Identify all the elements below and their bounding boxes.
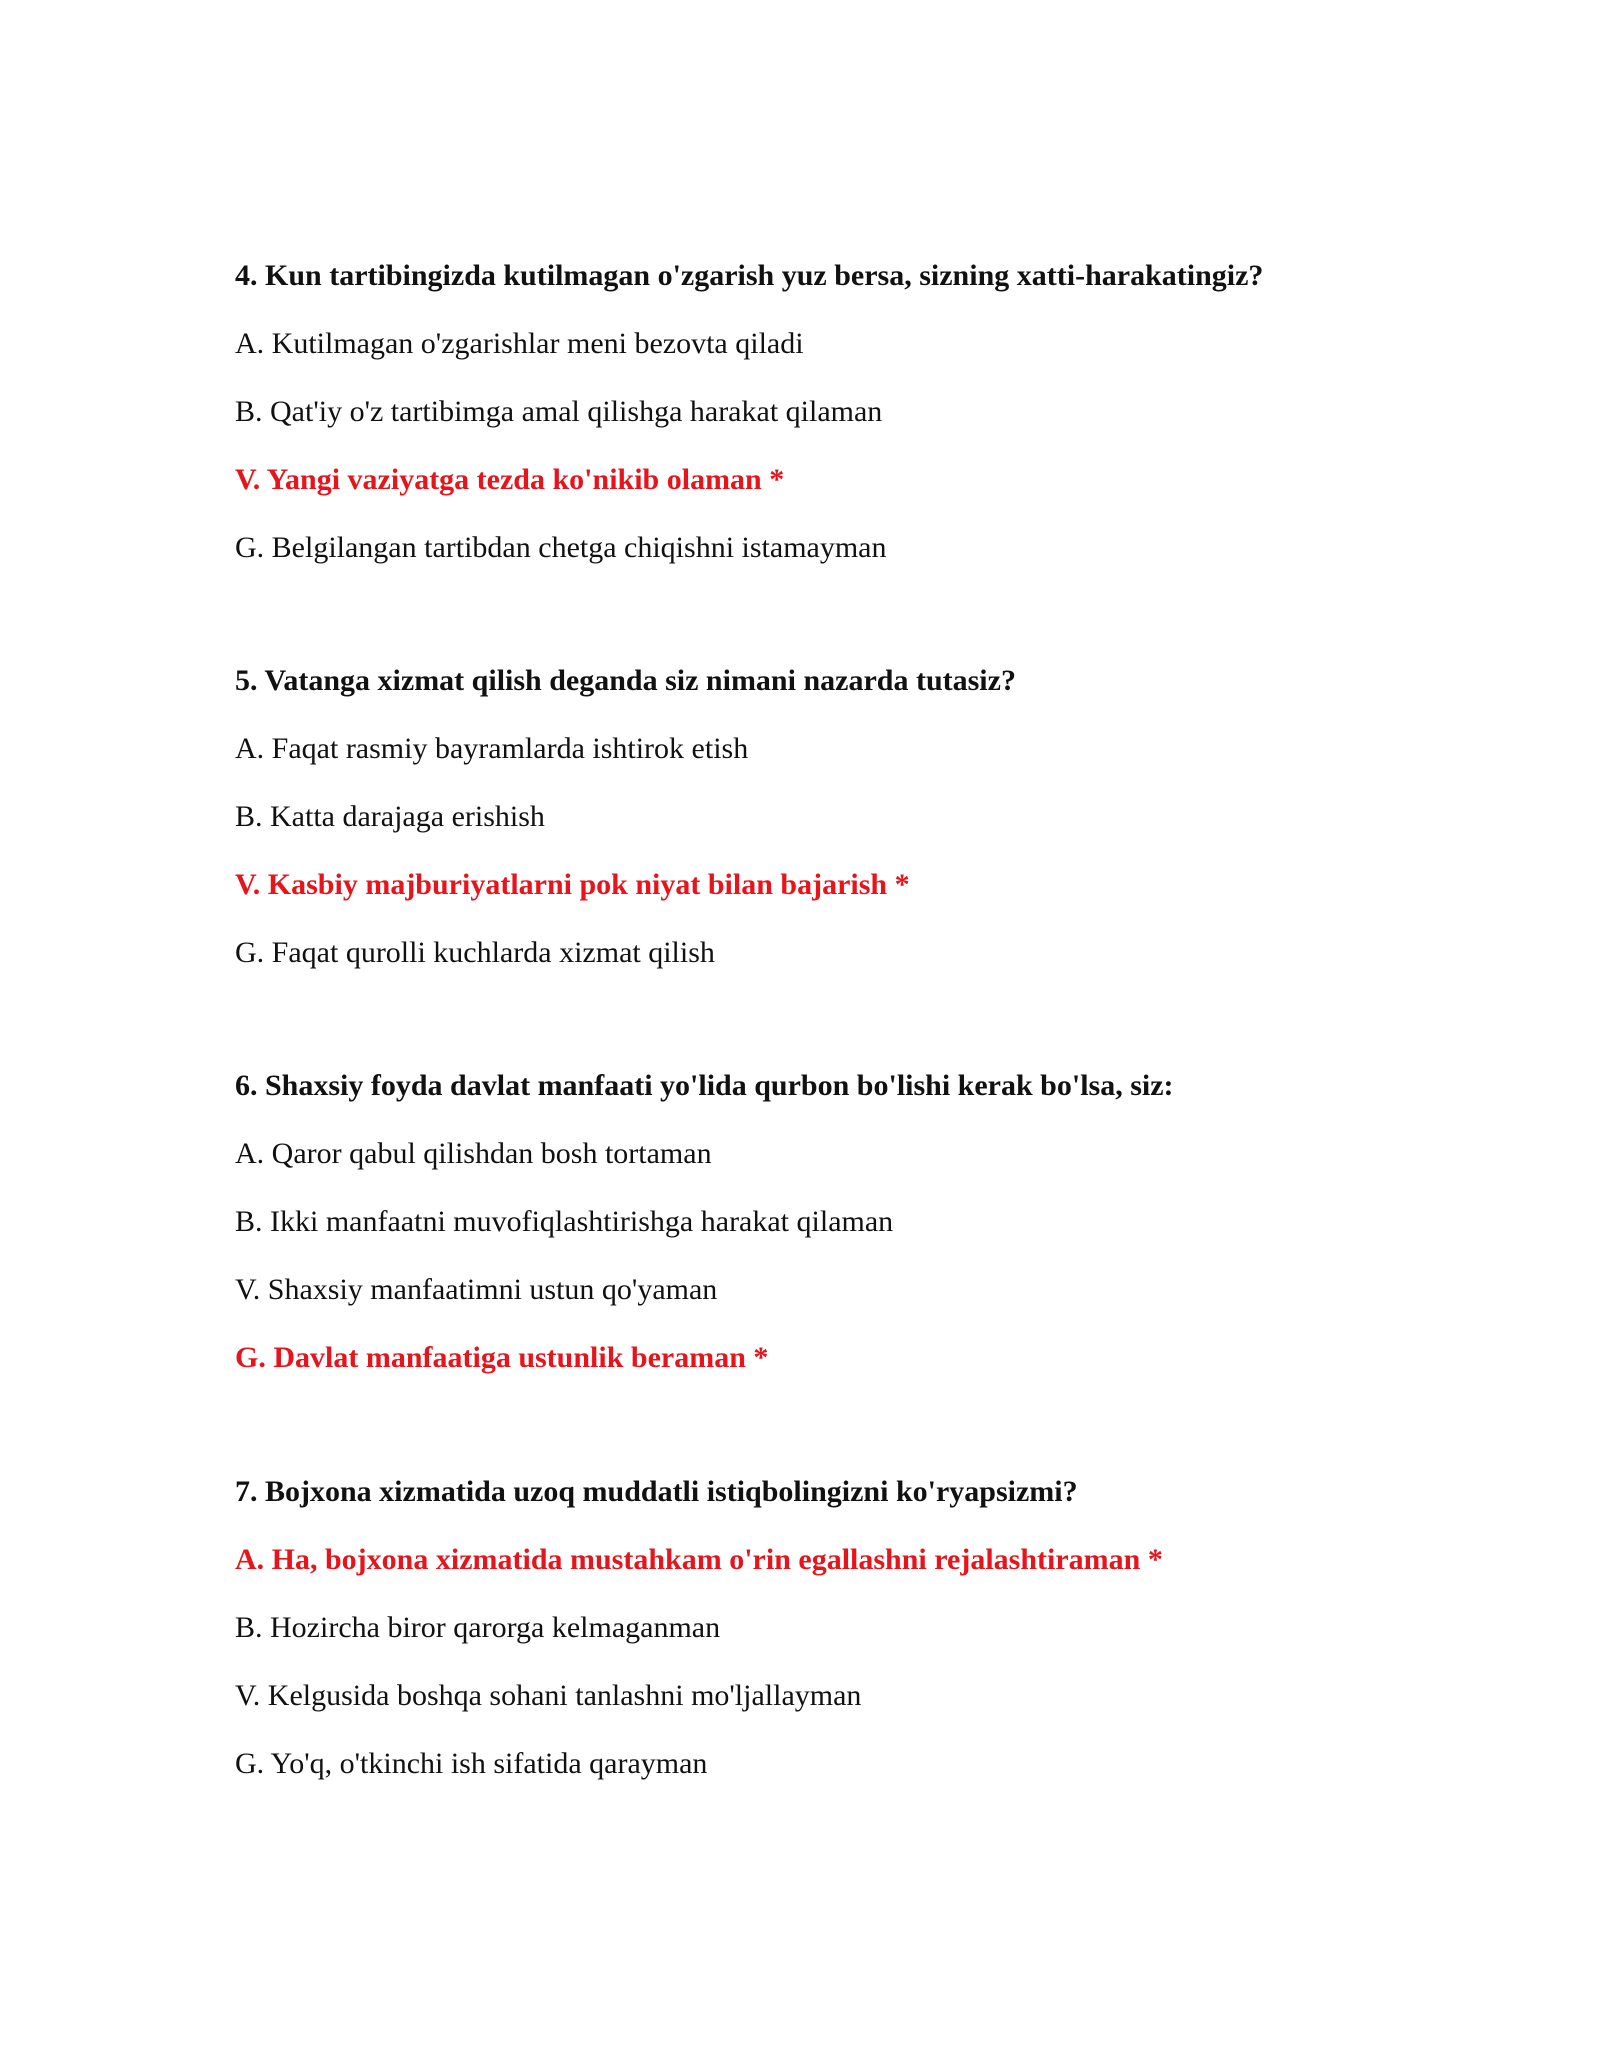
question-title: 6. Shaxsiy foyda davlat manfaati yo'lida qurbon bo'lishi kerak bo'lsa, siz: (235, 1069, 1174, 1102)
question-title: 7. Bojxona xizmatida uzoq muddatli istiqbolingizni ko'ryapsizmi? (235, 1475, 1078, 1508)
question-4 (235, 258, 1475, 598)
option-a: A. Qaror qabul qilishdan bosh tortaman (235, 1137, 712, 1170)
option-v-correct: V. Yangi vaziyatga tezda ko'nikib olaman * (235, 463, 785, 496)
option-a: A. Kutilmagan o'zgarishlar meni bezovta qiladi (235, 327, 804, 360)
question-title: 5. Vatanga xizmat qilish deganda siz nimani nazarda tutasiz? (235, 664, 1016, 697)
option-b: B. Qat'iy o'z tartibimga amal qilishga harakat qilaman (235, 395, 883, 428)
question-6 (235, 1068, 1475, 1408)
question-title: 4. Kun tartibingizda kutilmagan o'zgarish yuz bersa, sizning xatti-harakatingiz? (235, 259, 1264, 292)
option-g: G. Yo'q, o'tkinchi ish sifatida qarayman (235, 1747, 708, 1780)
option-g: G. Belgilangan tartibdan chetga chiqishni istamayman (235, 531, 887, 564)
option-g-correct: G. Davlat manfaatiga ustunlik beraman * (235, 1341, 769, 1374)
question-5 (235, 663, 1475, 1003)
question-7 (235, 1474, 1475, 1814)
option-v: V. Shaxsiy manfaatimni ustun qo'yaman (235, 1273, 718, 1306)
option-b: B. Hozircha biror qarorga kelmaganman (235, 1611, 721, 1644)
option-b: B. Ikki manfaatni muvofiqlashtirishga harakat qilaman (235, 1205, 894, 1238)
option-g: G. Faqat qurolli kuchlarda xizmat qilish (235, 936, 715, 969)
option-v-correct: V. Kasbiy majburiyatlarni pok niyat bilan bajarish * (235, 868, 910, 901)
option-a-correct: A. Ha, bojxona xizmatida mustahkam o'rin egallashni rejalashtiraman * (235, 1543, 1163, 1576)
option-b: B. Katta darajaga erishish (235, 800, 545, 833)
option-v: V. Kelgusida boshqa sohani tanlashni mo'ljallayman (235, 1679, 862, 1712)
option-a: A. Faqat rasmiy bayramlarda ishtirok etish (235, 732, 749, 765)
